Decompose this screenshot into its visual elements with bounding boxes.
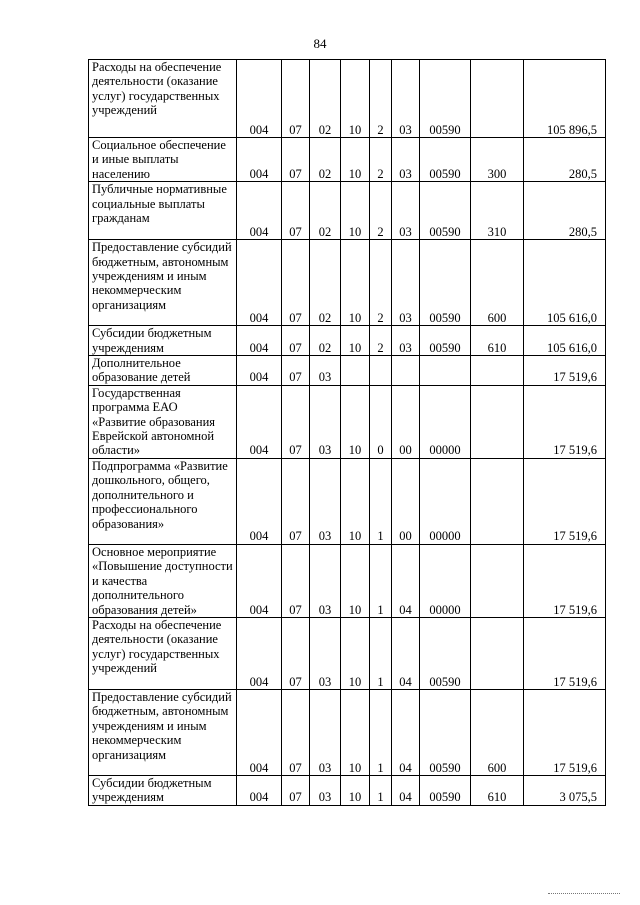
cell-ved: 004: [237, 138, 282, 182]
cell-vr: [471, 458, 524, 544]
cell-ved: 004: [237, 689, 282, 775]
cell-pr: 03: [310, 544, 341, 617]
cell-pr: 02: [310, 326, 341, 356]
cell-ved: 004: [237, 617, 282, 689]
cell-ved: 004: [237, 544, 282, 617]
cell-name: Субсидии бюджетным учреждениям: [89, 775, 237, 805]
cell-csr-event: 03: [392, 138, 420, 182]
cell-rz: 07: [282, 458, 310, 544]
cell-csr-subprogram: 2: [370, 240, 392, 326]
cell-csr-direction: 00590: [420, 240, 471, 326]
cell-pr: 03: [310, 385, 341, 458]
cell-sum: 105 896,5: [524, 60, 606, 138]
cell-csr-event: 04: [392, 544, 420, 617]
cell-csr-direction: [420, 356, 471, 386]
cell-vr: 610: [471, 326, 524, 356]
cell-vr: [471, 544, 524, 617]
cell-sum: 105 616,0: [524, 326, 606, 356]
cell-csr-subprogram: 0: [370, 385, 392, 458]
cell-csr-program: 10: [341, 138, 370, 182]
cell-csr-subprogram: 1: [370, 458, 392, 544]
cell-vr: 600: [471, 240, 524, 326]
cell-pr: 03: [310, 775, 341, 805]
cell-csr-program: 10: [341, 689, 370, 775]
cell-rz: 07: [282, 775, 310, 805]
cell-ved: 004: [237, 240, 282, 326]
cell-sum: 17 519,6: [524, 385, 606, 458]
cell-rz: 07: [282, 240, 310, 326]
table-body: [89, 60, 606, 806]
cell-sum: 17 519,6: [524, 458, 606, 544]
page-number: 84: [313, 36, 327, 51]
cell-csr-subprogram: 2: [370, 326, 392, 356]
cell-csr-program: 10: [341, 182, 370, 240]
cell-name: Основное мероприятие «Повышение доступности и качества дополнительного образования детей»: [89, 544, 237, 617]
cell-pr: 02: [310, 182, 341, 240]
cell-csr-program: 10: [341, 617, 370, 689]
table-row: [89, 138, 606, 182]
cell-name: Публичные нормативные социальные выплаты гражданам: [89, 182, 237, 240]
cell-csr-program: 10: [341, 544, 370, 617]
cell-vr: [471, 385, 524, 458]
cell-ved: 004: [237, 458, 282, 544]
cell-ved: 004: [237, 356, 282, 386]
cell-csr-direction: 00590: [420, 326, 471, 356]
cell-pr: 03: [310, 617, 341, 689]
cell-sum: 17 519,6: [524, 617, 606, 689]
cell-csr-direction: 00000: [420, 385, 471, 458]
cell-csr-program: 10: [341, 326, 370, 356]
scan-artifact: [548, 893, 620, 894]
cell-name: Государственная программа ЕАО «Развитие образования Еврейской автономной области»: [89, 385, 237, 458]
table-row: [89, 240, 606, 326]
table-row: [89, 60, 606, 138]
cell-sum: 280,5: [524, 182, 606, 240]
table-row: [89, 326, 606, 356]
cell-csr-event: 03: [392, 182, 420, 240]
cell-pr: 03: [310, 356, 341, 386]
cell-csr-event: 00: [392, 458, 420, 544]
cell-csr-subprogram: 1: [370, 775, 392, 805]
cell-rz: 07: [282, 689, 310, 775]
table-row: [89, 385, 606, 458]
table-row: [89, 458, 606, 544]
cell-rz: 07: [282, 356, 310, 386]
cell-csr-direction: 00590: [420, 60, 471, 138]
cell-rz: 07: [282, 617, 310, 689]
cell-vr: [471, 60, 524, 138]
cell-sum: 280,5: [524, 138, 606, 182]
cell-csr-event: 04: [392, 617, 420, 689]
cell-rz: 07: [282, 544, 310, 617]
table-row: [89, 617, 606, 689]
cell-csr-event: 03: [392, 60, 420, 138]
table-row: [89, 544, 606, 617]
cell-sum: 17 519,6: [524, 356, 606, 386]
cell-csr-program: 10: [341, 60, 370, 138]
budget-table: [88, 59, 606, 806]
cell-csr-event: 04: [392, 689, 420, 775]
cell-csr-direction: 00590: [420, 182, 471, 240]
cell-csr-subprogram: 1: [370, 689, 392, 775]
table-row: [89, 689, 606, 775]
cell-csr-event: 00: [392, 385, 420, 458]
cell-csr-direction: 00590: [420, 138, 471, 182]
cell-vr: [471, 356, 524, 386]
cell-csr-direction: 00590: [420, 617, 471, 689]
cell-csr-subprogram: 1: [370, 617, 392, 689]
cell-csr-event: 04: [392, 775, 420, 805]
cell-ved: 004: [237, 385, 282, 458]
cell-name: Подпрограмма «Развитие дошкольного, общего, дополнительного и профессионального образования»: [89, 458, 237, 544]
cell-csr-event: 03: [392, 326, 420, 356]
cell-sum: 17 519,6: [524, 689, 606, 775]
cell-vr: 600: [471, 689, 524, 775]
cell-pr: 03: [310, 458, 341, 544]
cell-vr: 300: [471, 138, 524, 182]
cell-name: Предоставление субсидий бюджетным, автономным учреждениям и иным некоммерческим организациям: [89, 240, 237, 326]
cell-name: Расходы на обеспечение деятельности (оказание услуг) государственных учреждений: [89, 617, 237, 689]
cell-sum: 17 519,6: [524, 544, 606, 617]
cell-name: Предоставление субсидий бюджетным, автономным учреждениям и иным некоммерческим организациям: [89, 689, 237, 775]
cell-ved: 004: [237, 182, 282, 240]
cell-ved: 004: [237, 326, 282, 356]
cell-csr-direction: 00590: [420, 689, 471, 775]
cell-name: Расходы на обеспечение деятельности (оказание услуг) государственных учреждений: [89, 60, 237, 138]
cell-sum: 105 616,0: [524, 240, 606, 326]
table-row: [89, 182, 606, 240]
table-row: [89, 775, 606, 805]
cell-csr-program: 10: [341, 240, 370, 326]
cell-csr-subprogram: 2: [370, 182, 392, 240]
cell-csr-event: 03: [392, 240, 420, 326]
cell-rz: 07: [282, 385, 310, 458]
cell-name: Социальное обеспечение и иные выплаты населению: [89, 138, 237, 182]
cell-name: Субсидии бюджетным учреждениям: [89, 326, 237, 356]
cell-ved: 004: [237, 60, 282, 138]
cell-pr: 02: [310, 60, 341, 138]
cell-csr-program: [341, 356, 370, 386]
cell-csr-subprogram: 1: [370, 544, 392, 617]
cell-csr-direction: 00000: [420, 544, 471, 617]
cell-pr: 03: [310, 689, 341, 775]
cell-csr-program: 10: [341, 775, 370, 805]
cell-csr-direction: 00590: [420, 775, 471, 805]
cell-vr: [471, 617, 524, 689]
cell-name: Дополнительное образование детей: [89, 356, 237, 386]
cell-csr-event: [392, 356, 420, 386]
cell-csr-direction: 00000: [420, 458, 471, 544]
cell-vr: 610: [471, 775, 524, 805]
cell-rz: 07: [282, 326, 310, 356]
table-row: [89, 356, 606, 386]
cell-ved: 004: [237, 775, 282, 805]
cell-sum: 3 075,5: [524, 775, 606, 805]
cell-rz: 07: [282, 138, 310, 182]
cell-pr: 02: [310, 138, 341, 182]
cell-vr: 310: [471, 182, 524, 240]
cell-pr: 02: [310, 240, 341, 326]
cell-csr-program: 10: [341, 385, 370, 458]
cell-csr-subprogram: 2: [370, 138, 392, 182]
cell-csr-subprogram: [370, 356, 392, 386]
cell-csr-subprogram: 2: [370, 60, 392, 138]
cell-rz: 07: [282, 60, 310, 138]
cell-rz: 07: [282, 182, 310, 240]
cell-csr-program: 10: [341, 458, 370, 544]
